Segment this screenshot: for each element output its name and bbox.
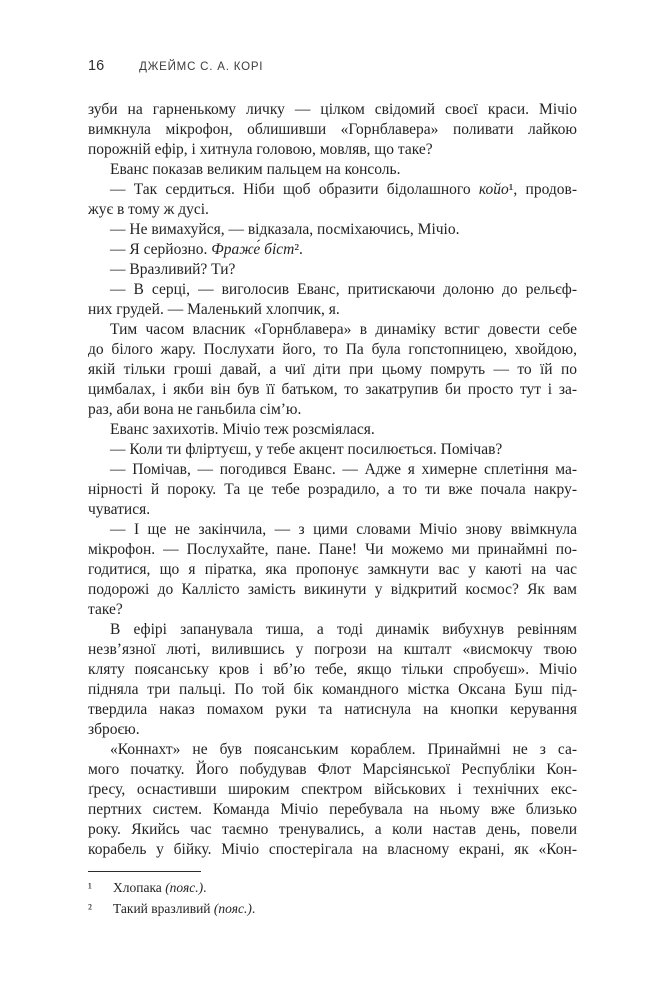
text-run: порожній ефір, і хитнула головою, мовляв, що таке?	[88, 141, 433, 158]
paragraph	[88, 180, 577, 220]
text-run: Хлопака	[113, 880, 166, 895]
text-line	[88, 520, 577, 540]
paragraph	[88, 740, 577, 860]
text-run: — В серці, — виголосив Еванс, притискаючи долоню до рельєф-	[110, 281, 577, 298]
text-run: ґресу, оснастивши широким спектром військових і технічних екс-	[88, 781, 577, 798]
text-line	[88, 380, 577, 400]
text-run: .	[203, 880, 207, 895]
text-run: годитися, що я піратка, яка пропонує замкнути вас у каюті на час	[88, 561, 577, 578]
text-line	[88, 580, 577, 600]
text-line	[88, 440, 577, 460]
text-run: — Не вимахуйся, — відказала, посміхаючись, Мічіо.	[110, 221, 460, 238]
text-line	[88, 300, 577, 320]
text-line	[88, 740, 577, 760]
page-number: 16	[88, 58, 105, 74]
text-run: В ефірі запанувала тиша, а тоді динамік вибухнув ревінням	[110, 621, 577, 638]
paragraph	[88, 100, 577, 160]
text-run: ².	[294, 241, 303, 258]
text-line	[88, 100, 577, 120]
text-run: незв’язної люті, вилившись у погрози на кшталт «висмокчу твою	[88, 641, 577, 658]
page-header	[88, 58, 263, 74]
paragraph	[88, 460, 577, 520]
text-run: пертних систем. Команда Мічіо перебувала на ньому вже близько	[88, 801, 577, 818]
text-line	[88, 720, 577, 740]
paragraph	[88, 260, 577, 280]
footnote-item	[88, 899, 577, 920]
text-line	[88, 140, 577, 160]
paragraph	[88, 240, 577, 260]
text-run: року. Якийсь час таємно тренувались, а коли настав день, повели	[88, 821, 577, 838]
text-line	[88, 180, 577, 200]
text-line	[88, 280, 577, 300]
text-line	[88, 620, 577, 640]
text-line	[88, 820, 577, 840]
body-text	[88, 100, 577, 860]
text-run: нірності й пороку. Та це тебе розрадило, а то ти вже почала накру-	[88, 481, 577, 498]
text-line	[88, 120, 577, 140]
text-line	[88, 200, 577, 220]
text-run: до білого жару. Послухати його, то Па була гопстопницею, хвойдою,	[88, 341, 577, 358]
text-line	[88, 760, 577, 780]
text-line	[88, 340, 577, 360]
paragraph	[88, 520, 577, 620]
text-run: — І ще не закінчила, — з цими словами Мічіо знову ввімкнула	[110, 521, 577, 538]
text-run: вимкнула мікрофон, облишивши «Горнблавера» поливати лайкою	[88, 121, 577, 138]
text-run: Тим часом власник «Горнблавера» в динаміку встиг довести себе	[110, 321, 577, 338]
text-run: таке?	[88, 601, 123, 618]
text-run: — Вразливий? Ти?	[110, 261, 236, 278]
text-line	[88, 840, 577, 860]
text-line	[88, 540, 577, 560]
text-run: — Я серйозно.	[110, 241, 212, 258]
text-line	[88, 640, 577, 660]
text-line	[88, 600, 577, 620]
text-line	[88, 260, 577, 280]
text-run: цимбалах, і якби він був її батьком, то закатрупив би просто тут і за-	[88, 381, 577, 398]
text-line	[88, 320, 577, 340]
text-run: Еванс захихотів. Мічіо теж розсміялася.	[110, 421, 375, 438]
text-line	[88, 240, 577, 260]
text-run: корабель у бійку. Мічіо спостерігала на власному екрані, як «Кон-	[88, 841, 577, 858]
text-line	[88, 160, 577, 180]
text-line	[88, 780, 577, 800]
text-line	[88, 700, 577, 720]
text-run: них грудей. — Маленький хлопчик, я.	[88, 301, 340, 318]
text-line	[88, 800, 577, 820]
text-run: зброєю.	[88, 721, 140, 738]
text-line	[88, 220, 577, 240]
text-run: чуватися.	[88, 501, 151, 518]
text-run: «Коннахт» не був поясанським кораблем. Принаймні не з са-	[110, 741, 577, 758]
text-run: якій тільки гроші давай, а чиї діти при цьому помруть — то їй по	[88, 361, 577, 378]
text-run-italic: (пояс.)	[213, 900, 252, 916]
text-run: підняла три пальці. По той бік командного містка Оксана Буш під-	[88, 681, 577, 698]
text-line	[88, 420, 577, 440]
paragraph	[88, 620, 577, 740]
text-run: .	[251, 900, 256, 916]
text-run: подорожі до Каллісто замість викинути у відкритий космос? Як вам	[88, 581, 577, 598]
footnote-item	[88, 878, 577, 899]
text-run-italic: койо	[478, 181, 509, 198]
text-line	[88, 400, 577, 420]
paragraph	[88, 160, 577, 180]
text-line	[88, 680, 577, 700]
text-run: — Помічав, — погодився Еванс. — Адже я химерне сплетіння ма-	[110, 461, 577, 478]
footnote-marker: ²	[88, 900, 92, 916]
running-head-author: ДЖЕЙМС С. А. КОРІ	[139, 61, 264, 73]
text-line	[88, 480, 577, 500]
text-line	[88, 660, 577, 680]
text-run: жує в тому ж дусі.	[88, 201, 209, 218]
footnote-marker: ¹	[88, 880, 92, 895]
footnotes-section	[88, 871, 577, 919]
text-run: ¹, продов-	[508, 181, 577, 198]
text-line	[88, 560, 577, 580]
text-run: — Так сердиться. Ніби щоб образити бідолашного	[110, 181, 479, 198]
text-run: раз, аби вона не ганьбила сім’ю.	[88, 401, 302, 418]
footnote-list	[88, 878, 577, 919]
text-run-italic: (пояс.)	[165, 880, 204, 895]
paragraph	[88, 220, 577, 240]
text-run: зуби на гарненькому личку — цілком свідомий своєї краси. Мічіо	[88, 101, 577, 118]
text-run-italic: Фраже́ біст	[211, 241, 295, 258]
paragraph	[88, 280, 577, 320]
text-run: мікрофон. — Послухайте, пане. Пане! Чи можемо ми принаймні по-	[88, 541, 577, 558]
text-run: — Коли ти фліртуєш, у тебе акцент посилюється. Помічав?	[110, 441, 503, 458]
text-run: кляту поясанську кров і вб’ю тебе, якщо тільки спробуєш». Мічіо	[88, 661, 577, 678]
text-run: Еванс показав великим пальцем на консоль.	[110, 161, 401, 178]
text-line	[88, 360, 577, 380]
paragraph	[88, 320, 577, 420]
text-run: мого початку. Його побудував Флот Марсіянської Республіки Кон-	[88, 761, 577, 778]
footnote-rule	[88, 871, 201, 872]
text-line	[88, 500, 577, 520]
text-run: Такий вразливий	[113, 900, 214, 916]
paragraph	[88, 420, 577, 440]
text-line	[88, 460, 577, 480]
text-run: твердила наказ помахом руки та натиснула на кнопки керування	[88, 701, 577, 718]
paragraph	[88, 440, 577, 460]
